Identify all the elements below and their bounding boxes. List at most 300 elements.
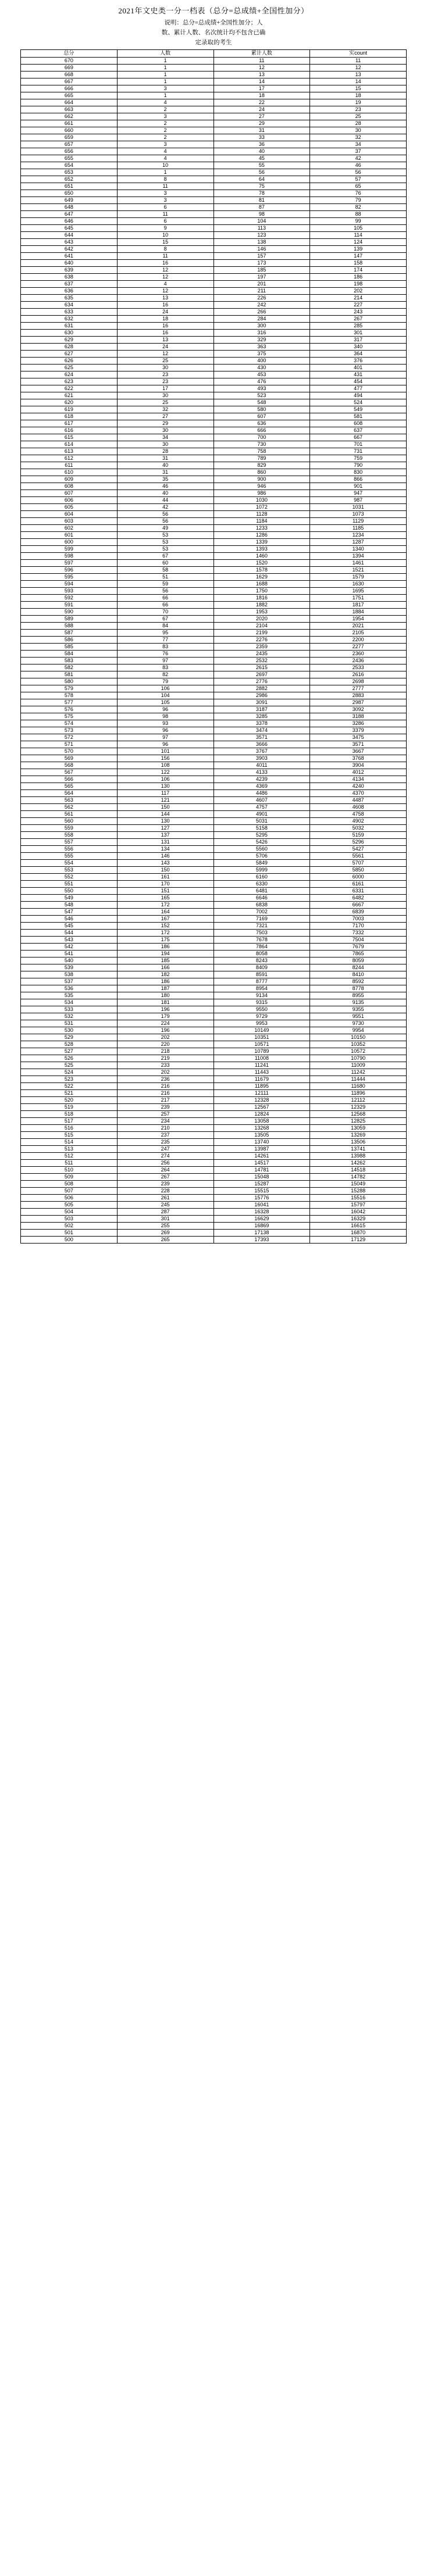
cell-count: 12 [117, 287, 214, 294]
cell-score: 604 [21, 510, 118, 517]
cell-score: 644 [21, 231, 118, 238]
cell-count: 16 [117, 322, 214, 329]
table-row [21, 490, 407, 496]
cell-cumulative: 11895 [214, 1082, 310, 1089]
cell-cumulative: 13268 [214, 1124, 310, 1131]
cell-cumulative: 6646 [214, 894, 310, 901]
cell-score: 516 [21, 1124, 118, 1131]
cell-count: 143 [117, 859, 214, 866]
cell-rank: 19 [310, 99, 407, 106]
cell-score: 511 [21, 1159, 118, 1166]
table-row [21, 957, 407, 964]
table-row [21, 203, 407, 210]
cell-count: 30 [117, 427, 214, 434]
table-row [21, 329, 407, 336]
cell-cumulative: 64 [214, 176, 310, 183]
cell-cumulative: 9953 [214, 1020, 310, 1027]
table-row [21, 748, 407, 755]
cell-count: 35 [117, 476, 214, 483]
cell-rank: 581 [310, 413, 407, 420]
table-row [21, 824, 407, 831]
cell-rank: 3379 [310, 727, 407, 734]
cell-rank: 5032 [310, 824, 407, 831]
table-row [21, 720, 407, 727]
cell-cumulative: 16629 [214, 1215, 310, 1222]
cell-rank: 13269 [310, 1131, 407, 1138]
cell-score: 661 [21, 120, 118, 127]
cell-rank: 8592 [310, 978, 407, 985]
cell-rank: 2436 [310, 657, 407, 664]
cell-count: 180 [117, 992, 214, 999]
cell-cumulative: 7169 [214, 915, 310, 922]
cell-count: 172 [117, 929, 214, 936]
table-row [21, 789, 407, 796]
cell-count: 301 [117, 1215, 214, 1222]
cell-rank: 1461 [310, 559, 407, 566]
cell-rank: 28 [310, 120, 407, 127]
cell-cumulative: 493 [214, 385, 310, 392]
cell-score: 543 [21, 936, 118, 943]
cell-rank: 7679 [310, 943, 407, 950]
column-header-count: 人数 [117, 49, 214, 57]
cell-score: 629 [21, 336, 118, 343]
cell-rank: 7504 [310, 936, 407, 943]
cell-rank: 4608 [310, 803, 407, 810]
cell-rank: 32 [310, 134, 407, 141]
cell-rank: 1630 [310, 580, 407, 587]
cell-score: 583 [21, 657, 118, 664]
table-row [21, 1131, 407, 1138]
cell-rank: 65 [310, 183, 407, 190]
cell-score: 554 [21, 859, 118, 866]
table-row [21, 57, 407, 64]
cell-cumulative: 5999 [214, 866, 310, 873]
table-row [21, 769, 407, 776]
table-row [21, 817, 407, 824]
cell-rank: 5427 [310, 845, 407, 852]
cell-rank: 10790 [310, 1055, 407, 1062]
cell-score: 662 [21, 113, 118, 120]
cell-cumulative: 11 [214, 57, 310, 64]
cell-count: 23 [117, 378, 214, 385]
cell-cumulative: 2199 [214, 629, 310, 636]
cell-rank: 1287 [310, 538, 407, 545]
cell-rank: 10352 [310, 1041, 407, 1048]
cell-score: 564 [21, 789, 118, 796]
cell-cumulative: 284 [214, 315, 310, 322]
table-row [21, 134, 407, 141]
cell-cumulative: 4239 [214, 776, 310, 783]
table-row [21, 1027, 407, 1034]
cell-rank: 79 [310, 196, 407, 203]
cell-count: 51 [117, 573, 214, 580]
cell-cumulative: 4133 [214, 769, 310, 776]
cell-score: 539 [21, 964, 118, 971]
table-row [21, 1138, 407, 1145]
cell-score: 508 [21, 1180, 118, 1187]
cell-score: 519 [21, 1103, 118, 1110]
cell-score: 640 [21, 259, 118, 266]
cell-count: 220 [117, 1041, 214, 1048]
note-line-3: 定录取的考生 [195, 40, 232, 47]
cell-score: 630 [21, 329, 118, 336]
cell-count: 165 [117, 894, 214, 901]
cell-rank: 37 [310, 148, 407, 155]
cell-rank: 2021 [310, 622, 407, 629]
table-row [21, 713, 407, 720]
cell-rank: 14782 [310, 1173, 407, 1180]
cell-cumulative: 2359 [214, 643, 310, 650]
cell-rank: 9135 [310, 999, 407, 1006]
cell-score: 577 [21, 699, 118, 706]
cell-score: 531 [21, 1020, 118, 1027]
cell-rank: 82 [310, 203, 407, 210]
cell-cumulative: 1953 [214, 608, 310, 615]
cell-rank: 4240 [310, 783, 407, 789]
cell-score: 657 [21, 141, 118, 148]
cell-score: 505 [21, 1201, 118, 1208]
cell-cumulative: 5849 [214, 859, 310, 866]
cell-rank: 454 [310, 378, 407, 385]
cell-cumulative: 24 [214, 106, 310, 113]
cell-cumulative: 789 [214, 455, 310, 462]
cell-rank: 2698 [310, 678, 407, 685]
cell-count: 181 [117, 999, 214, 1006]
table-row [21, 1048, 407, 1055]
table-row [21, 880, 407, 887]
cell-cumulative: 173 [214, 259, 310, 266]
cell-cumulative: 87 [214, 203, 310, 210]
cell-rank: 790 [310, 462, 407, 469]
cell-count: 10 [117, 231, 214, 238]
table-row [21, 950, 407, 957]
cell-cumulative: 1233 [214, 524, 310, 531]
table-row [21, 294, 407, 301]
cell-rank: 1185 [310, 524, 407, 531]
cell-cumulative: 5158 [214, 824, 310, 831]
cell-cumulative: 316 [214, 329, 310, 336]
cell-cumulative: 758 [214, 448, 310, 455]
cell-score: 526 [21, 1055, 118, 1062]
cell-score: 665 [21, 92, 118, 99]
cell-count: 166 [117, 964, 214, 971]
cell-score: 550 [21, 887, 118, 894]
cell-count: 25 [117, 357, 214, 364]
cell-score: 619 [21, 406, 118, 413]
cell-count: 44 [117, 496, 214, 503]
cell-count: 12 [117, 350, 214, 357]
table-row [21, 371, 407, 378]
cell-score: 650 [21, 190, 118, 196]
cell-count: 196 [117, 1027, 214, 1034]
table-row [21, 1208, 407, 1215]
cell-cumulative: 3187 [214, 706, 310, 713]
cell-cumulative: 12 [214, 64, 310, 71]
cell-score: 649 [21, 196, 118, 203]
cell-cumulative: 3474 [214, 727, 310, 734]
cell-cumulative: 476 [214, 378, 310, 385]
cell-cumulative: 14 [214, 78, 310, 85]
cell-score: 532 [21, 1013, 118, 1020]
cell-cumulative: 13505 [214, 1131, 310, 1138]
table-row [21, 78, 407, 85]
cell-rank: 174 [310, 266, 407, 273]
cell-rank: 1579 [310, 573, 407, 580]
column-header-score: 总分 [21, 49, 118, 57]
table-row [21, 664, 407, 671]
table-row [21, 985, 407, 992]
cell-score: 557 [21, 838, 118, 845]
table-row [21, 796, 407, 803]
table-row [21, 741, 407, 748]
cell-rank: 2277 [310, 643, 407, 650]
cell-count: 186 [117, 978, 214, 985]
cell-score: 517 [21, 1117, 118, 1124]
table-row [21, 148, 407, 155]
table-row [21, 1103, 407, 1110]
cell-cumulative: 4011 [214, 762, 310, 769]
cell-rank: 12568 [310, 1110, 407, 1117]
cell-cumulative: 1128 [214, 510, 310, 517]
cell-score: 558 [21, 831, 118, 838]
cell-score: 521 [21, 1089, 118, 1096]
table-row [21, 217, 407, 224]
cell-cumulative: 5426 [214, 838, 310, 845]
cell-rank: 2616 [310, 671, 407, 678]
cell-cumulative: 2020 [214, 615, 310, 622]
cell-cumulative: 40 [214, 148, 310, 155]
table-row [21, 496, 407, 503]
table-row [21, 162, 407, 169]
cell-rank: 3092 [310, 706, 407, 713]
cell-count: 108 [117, 762, 214, 769]
cell-rank: 14518 [310, 1166, 407, 1173]
cell-score: 527 [21, 1048, 118, 1055]
cell-cumulative: 104 [214, 217, 310, 224]
cell-score: 582 [21, 664, 118, 671]
cell-cumulative: 15776 [214, 1194, 310, 1201]
cell-score: 501 [21, 1229, 118, 1236]
table-row [21, 1180, 407, 1187]
cell-rank: 8410 [310, 971, 407, 978]
cell-cumulative: 15515 [214, 1187, 310, 1194]
cell-cumulative: 17393 [214, 1236, 310, 1243]
cell-rank: 301 [310, 329, 407, 336]
cell-rank: 477 [310, 385, 407, 392]
cell-cumulative: 6330 [214, 880, 310, 887]
table-row [21, 1159, 407, 1166]
cell-rank: 317 [310, 336, 407, 343]
cell-cumulative: 13740 [214, 1138, 310, 1145]
cell-rank: 364 [310, 350, 407, 357]
cell-count: 56 [117, 517, 214, 524]
cell-count: 77 [117, 636, 214, 643]
cell-score: 524 [21, 1069, 118, 1076]
cell-score: 589 [21, 615, 118, 622]
table-row [21, 978, 407, 985]
table-row [21, 1145, 407, 1152]
cell-cumulative: 400 [214, 357, 310, 364]
cell-cumulative: 16328 [214, 1208, 310, 1215]
cell-count: 97 [117, 734, 214, 741]
score-distribution-page [0, 0, 427, 1249]
cell-count: 16 [117, 259, 214, 266]
cell-rank: 34 [310, 141, 407, 148]
cell-count: 3 [117, 141, 214, 148]
table-row [21, 1152, 407, 1159]
cell-cumulative: 8409 [214, 964, 310, 971]
cell-count: 56 [117, 587, 214, 594]
cell-count: 152 [117, 922, 214, 929]
cell-cumulative: 14781 [214, 1166, 310, 1173]
cell-rank: 8059 [310, 957, 407, 964]
cell-count: 210 [117, 1124, 214, 1131]
cell-score: 568 [21, 762, 118, 769]
cell-cumulative: 36 [214, 141, 310, 148]
table-row [21, 71, 407, 78]
cell-cumulative: 8591 [214, 971, 310, 978]
cell-score: 575 [21, 713, 118, 720]
table-row [21, 1020, 407, 1027]
table-row [21, 350, 407, 357]
cell-count: 96 [117, 741, 214, 748]
table-row [21, 1006, 407, 1013]
note-line-1: 说明：总分=总成绩+全国性加分；人 [164, 20, 263, 26]
cell-count: 98 [117, 713, 214, 720]
table-header-row [21, 49, 407, 57]
cell-rank: 4487 [310, 796, 407, 803]
cell-rank: 15288 [310, 1187, 407, 1194]
cell-count: 76 [117, 650, 214, 657]
cell-rank: 198 [310, 280, 407, 287]
table-row [21, 378, 407, 385]
table-row [21, 964, 407, 971]
cell-count: 269 [117, 1229, 214, 1236]
table-row [21, 336, 407, 343]
cell-score: 578 [21, 692, 118, 699]
table-row [21, 510, 407, 517]
cell-score: 637 [21, 280, 118, 287]
cell-score: 574 [21, 720, 118, 727]
cell-cumulative: 4369 [214, 783, 310, 789]
table-row [21, 252, 407, 259]
cell-cumulative: 55 [214, 162, 310, 169]
cell-score: 555 [21, 852, 118, 859]
cell-cumulative: 3767 [214, 748, 310, 755]
table-row [21, 141, 407, 148]
cell-cumulative: 4757 [214, 803, 310, 810]
cell-cumulative: 5560 [214, 845, 310, 852]
cell-rank: 17129 [310, 1236, 407, 1243]
table-row [21, 678, 407, 685]
cell-rank: 10150 [310, 1034, 407, 1041]
cell-score: 599 [21, 545, 118, 552]
cell-cumulative: 700 [214, 434, 310, 441]
cell-score: 597 [21, 559, 118, 566]
table-row [21, 469, 407, 476]
cell-rank: 3571 [310, 741, 407, 748]
table-row [21, 810, 407, 817]
cell-count: 256 [117, 1159, 214, 1166]
cell-cumulative: 666 [214, 427, 310, 434]
table-row [21, 643, 407, 650]
cell-rank: 6839 [310, 908, 407, 915]
cell-score: 533 [21, 1006, 118, 1013]
cell-rank: 2200 [310, 636, 407, 643]
table-row [21, 622, 407, 629]
table-row [21, 315, 407, 322]
cell-score: 522 [21, 1082, 118, 1089]
cell-rank: 3188 [310, 713, 407, 720]
cell-cumulative: 98 [214, 210, 310, 217]
cell-count: 1 [117, 71, 214, 78]
cell-score: 600 [21, 538, 118, 545]
cell-score: 567 [21, 769, 118, 776]
cell-cumulative: 211 [214, 287, 310, 294]
table-row [21, 1076, 407, 1082]
cell-cumulative: 4486 [214, 789, 310, 796]
cell-rank: 9730 [310, 1020, 407, 1027]
cell-rank: 3286 [310, 720, 407, 727]
cell-rank: 1884 [310, 608, 407, 615]
cell-count: 53 [117, 538, 214, 545]
table-row [21, 413, 407, 420]
cell-count: 2 [117, 106, 214, 113]
cell-score: 602 [21, 524, 118, 531]
cell-rank: 158 [310, 259, 407, 266]
cell-count: 216 [117, 1082, 214, 1089]
cell-count: 235 [117, 1138, 214, 1145]
table-row [21, 894, 407, 901]
cell-count: 179 [117, 1013, 214, 1020]
cell-score: 596 [21, 566, 118, 573]
cell-count: 150 [117, 866, 214, 873]
cell-rank: 2105 [310, 629, 407, 636]
table-row [21, 1096, 407, 1103]
cell-rank: 759 [310, 455, 407, 462]
cell-count: 134 [117, 845, 214, 852]
cell-score: 500 [21, 1236, 118, 1243]
cell-cumulative: 242 [214, 301, 310, 308]
cell-score: 624 [21, 371, 118, 378]
cell-rank: 15516 [310, 1194, 407, 1201]
cell-rank: 11242 [310, 1069, 407, 1076]
cell-rank: 9954 [310, 1027, 407, 1034]
table-row [21, 392, 407, 399]
table-row [21, 859, 407, 866]
cell-count: 1 [117, 64, 214, 71]
table-row [21, 301, 407, 308]
table-row [21, 476, 407, 483]
cell-score: 576 [21, 706, 118, 713]
cell-rank: 1340 [310, 545, 407, 552]
cell-count: 182 [117, 971, 214, 978]
table-row [21, 92, 407, 99]
cell-score: 548 [21, 901, 118, 908]
table-row [21, 936, 407, 943]
cell-cumulative: 45 [214, 155, 310, 162]
cell-score: 638 [21, 273, 118, 280]
cell-score: 545 [21, 922, 118, 929]
cell-score: 614 [21, 441, 118, 448]
cell-score: 635 [21, 294, 118, 301]
cell-cumulative: 2882 [214, 685, 310, 692]
cell-score: 655 [21, 155, 118, 162]
cell-count: 6 [117, 217, 214, 224]
cell-count: 164 [117, 908, 214, 915]
cell-score: 625 [21, 364, 118, 371]
cell-rank: 214 [310, 294, 407, 301]
